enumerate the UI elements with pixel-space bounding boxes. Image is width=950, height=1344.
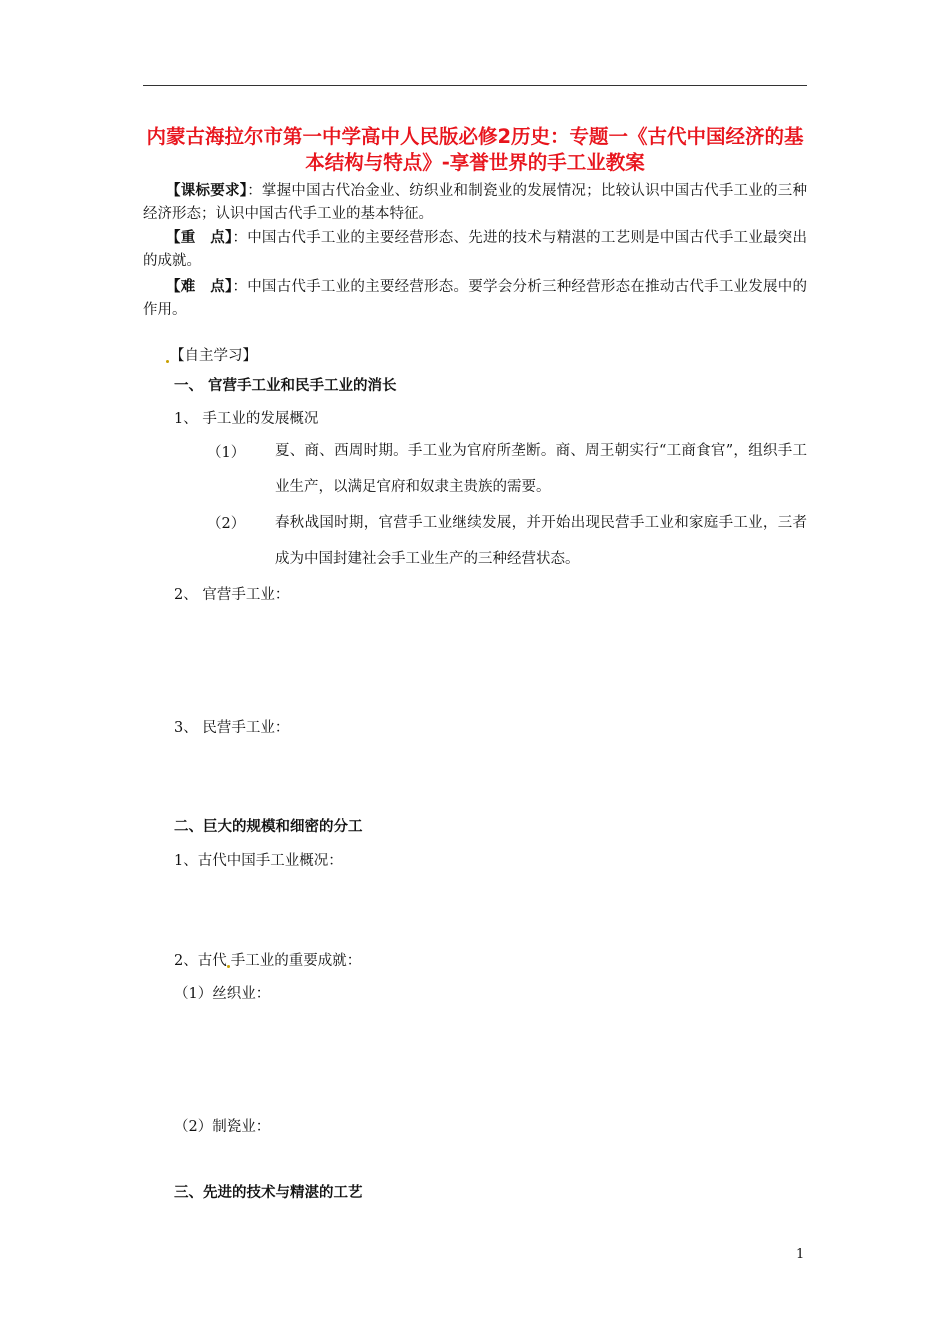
requirements-paragraph [143,180,807,226]
section-2-sub-1: （1）丝织业： [174,986,271,1002]
header-rule [143,85,807,86]
requirements-label: 【课标要求】 [166,183,248,199]
section-1-sub-2-number: （2） [207,516,246,532]
section-1-item-3: 3、 民营手工业： [174,720,290,736]
section-2-heading: 二、巨大的规模和细密的分工 [174,819,363,835]
section-1-heading: 一、 官营手工业和民手工业的消长 [174,378,397,394]
section-2-item-2: 2、古代 手工业的重要成就： [174,953,362,969]
edit-marker [227,965,230,968]
section-1-sub-1-number: （1） [207,445,246,461]
difficulty-text: ：中国古代手工业的主要经营形态。要学会分析三种经营形态在推动古代手工业发展中的作用。 [143,279,808,318]
section-2-item-1: 1、古代中国手工业概况： [174,853,343,869]
section-1-sub-1-text: 夏、商、西周时期。手工业为官府所垄断。商、周王朝实行“工商食官”，组织手工业生产，以满足官府和奴隶主贵族的需要。 [275,443,807,495]
key-point-label: 【重 点】 [166,230,233,246]
page-number: 1 [796,1247,805,1262]
section-2-sub-2: （2）制瓷业： [174,1119,271,1135]
section-1-item-1: 1、 手工业的发展概况 [174,411,319,427]
key-point-paragraph [143,227,807,273]
edit-marker [166,360,169,363]
key-point-text: ：中国古代手工业的主要经营形态、先进的技术与精湛的工艺则是中国古代手工业最突出的成就。 [143,230,808,269]
section-1-item-2: 2、 官营手工业： [174,587,290,603]
requirements-text: ：掌握中国古代冶金业、纺织业和制瓷业的发展情况；比较认识中国古代手工业的三种经济形态；认识中国古代手工业的基本特征。 [143,183,808,222]
section-3-heading: 三、先进的技术与精湛的工艺 [174,1185,363,1201]
difficulty-paragraph [143,276,807,322]
difficulty-label: 【难 点】 [166,279,233,295]
section-1-sub-2-text: 春秋战国时期，官营手工业继续发展，并开始出现民营手工业和家庭手工业，三者成为中国封建社会手工业生产的三种经营状态。 [275,515,807,567]
document-title: 内蒙古海拉尔市第一中学高中人民版必修2历史：专题一《古代中国经济的基本结构与特点》-享誉世界的手工业教案 [146,125,804,174]
self-study-heading: 【自主学习】 [166,346,257,366]
